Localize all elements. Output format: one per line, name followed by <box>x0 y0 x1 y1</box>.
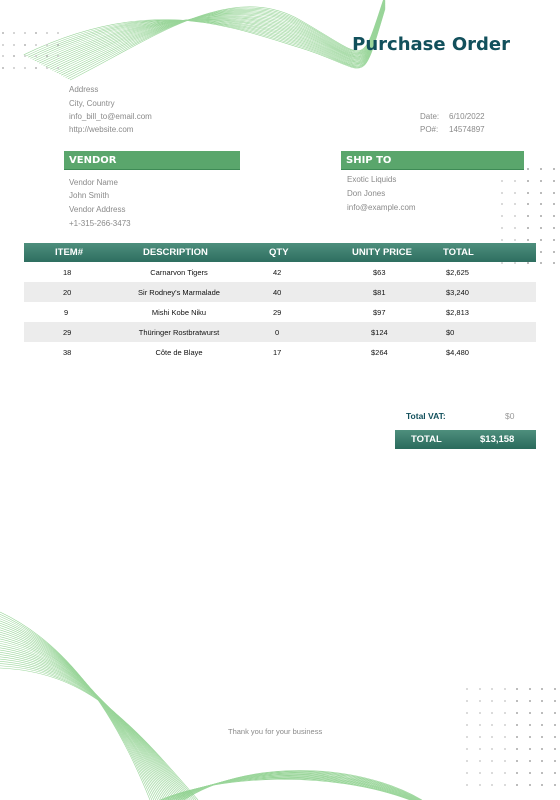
wave-line <box>160 779 410 800</box>
decorative-dot <box>541 772 543 774</box>
grand-total-bar <box>395 430 536 449</box>
wave-line <box>171 775 415 800</box>
decorative-dot <box>529 688 531 690</box>
wave-line <box>181 772 421 800</box>
cell-item: 9 <box>64 308 69 317</box>
cell-item: 29 <box>63 328 72 337</box>
decorative-dot <box>516 724 518 726</box>
decorative-dot <box>527 239 529 241</box>
cell-unit-price: $97 <box>373 308 386 317</box>
decorative-dot <box>554 712 556 714</box>
decorative-dot <box>466 784 468 786</box>
wave-line <box>0 632 167 800</box>
decorative-dot <box>491 748 493 750</box>
decorative-dot <box>466 748 468 750</box>
decorative-dot <box>554 688 556 690</box>
decorative-dot <box>491 700 493 702</box>
wave-line <box>162 779 411 800</box>
decorative-dot <box>514 215 516 217</box>
table-header <box>24 243 536 262</box>
decorative-dot <box>35 44 37 46</box>
decorative-dot <box>541 736 543 738</box>
cell-unit-price: $81 <box>373 288 386 297</box>
wave-line <box>37 5 385 63</box>
cell-item: 20 <box>63 288 72 297</box>
decorative-dot <box>529 700 531 702</box>
decorative-dot <box>554 700 556 702</box>
wave-line <box>33 6 385 65</box>
decorative-dot <box>553 203 555 205</box>
table-row <box>24 342 536 362</box>
decorative-dot <box>527 168 529 170</box>
decorative-dot <box>516 760 518 762</box>
column-header-total: TOTAL <box>443 247 474 258</box>
cell-qty: 17 <box>273 348 282 357</box>
bill-to-email: info_bill_to@email.com <box>69 112 152 121</box>
decorative-dot <box>501 239 503 241</box>
decorative-dot <box>466 724 468 726</box>
decorative-dot <box>554 760 556 762</box>
decorative-dot <box>504 736 506 738</box>
decorative-dot <box>529 724 531 726</box>
decorative-dot <box>466 688 468 690</box>
vendor-header: VENDOR <box>64 151 240 170</box>
wave-line <box>166 777 413 800</box>
vendor-line: Vendor Name <box>69 178 118 187</box>
decorative-dot <box>24 67 26 69</box>
decorative-dot <box>540 192 542 194</box>
decorative-dot <box>540 227 542 229</box>
decorative-dot <box>491 712 493 714</box>
decorative-dot <box>2 32 4 34</box>
decorative-dot <box>501 227 503 229</box>
decorative-dot <box>514 239 516 241</box>
wave-line <box>61 0 385 75</box>
decorative-dot <box>479 772 481 774</box>
vat-label: Total VAT: <box>406 411 446 421</box>
wave-line <box>0 664 194 800</box>
decorative-dot <box>501 215 503 217</box>
decorative-dot <box>529 772 531 774</box>
ship-to-line: Exotic Liquids <box>347 175 397 184</box>
decorative-dot <box>541 724 543 726</box>
decorative-dot <box>540 180 542 182</box>
decorative-dot <box>479 700 481 702</box>
decorative-dot <box>527 215 529 217</box>
decorative-dot <box>491 724 493 726</box>
decorative-dot <box>24 44 26 46</box>
decorative-dot <box>501 203 503 205</box>
ship-to-header: SHIP TO <box>341 151 524 170</box>
wave-line <box>0 612 150 800</box>
decorative-dot <box>541 760 543 762</box>
wave-line <box>174 774 417 800</box>
wave-line <box>173 775 417 800</box>
decorative-dot <box>13 32 15 34</box>
decorative-dot <box>514 203 516 205</box>
wave-line <box>26 8 385 67</box>
decorative-dot <box>35 55 37 57</box>
decorative-dot <box>553 251 555 253</box>
wave-line <box>30 7 385 66</box>
total-label: TOTAL <box>411 434 442 445</box>
decorative-dot <box>504 712 506 714</box>
wave-line <box>165 778 413 800</box>
decorative-dot <box>529 748 531 750</box>
wave-line <box>0 652 185 800</box>
decorative-dot <box>491 772 493 774</box>
decorative-dot <box>553 168 555 170</box>
decorative-dot <box>466 760 468 762</box>
decorative-dot <box>529 712 531 714</box>
ship-to-line: Don Jones <box>347 189 386 198</box>
decorative-dot <box>540 262 542 264</box>
wave-line <box>182 771 421 800</box>
wave-line <box>184 770 422 800</box>
decorative-dot <box>35 32 37 34</box>
bill-to-website: http://website.com <box>69 125 134 134</box>
cell-total: $3,240 <box>446 288 469 297</box>
decorative-dot <box>554 748 556 750</box>
vat-value: $0 <box>505 411 515 421</box>
decorative-dot <box>466 712 468 714</box>
column-header-unit-price: UNITY PRICE <box>352 247 413 258</box>
decorative-dot <box>540 239 542 241</box>
decorative-dot <box>527 227 529 229</box>
table-row <box>24 262 536 282</box>
decorative-dot <box>516 736 518 738</box>
wave-line <box>0 619 156 800</box>
total-value: $13,158 <box>480 434 515 445</box>
decorative-dot <box>529 736 531 738</box>
decorative-dot <box>527 203 529 205</box>
wave-line <box>163 778 411 800</box>
decorative-dot <box>46 55 48 57</box>
cell-total: $0 <box>446 328 455 337</box>
cell-description: Côte de Blaye <box>155 348 203 357</box>
decorative-dot <box>516 784 518 786</box>
decorative-dot <box>466 736 468 738</box>
decorative-dot <box>35 67 37 69</box>
decorative-dot <box>540 251 542 253</box>
decorative-dot <box>479 712 481 714</box>
wave-line <box>68 0 385 79</box>
wave-line <box>178 773 419 800</box>
decorative-dot <box>479 748 481 750</box>
cell-description: Thüringer Rostbratwurst <box>138 328 220 337</box>
cell-unit-price: $264 <box>371 348 388 357</box>
column-header-item: ITEM# <box>55 247 83 258</box>
cell-description: Mishi Kobe Niku <box>151 308 207 317</box>
decorative-dot <box>554 784 556 786</box>
decorative-dot <box>57 55 59 57</box>
decorative-dot <box>553 227 555 229</box>
decorative-dot <box>541 700 543 702</box>
decorative-dot <box>491 688 493 690</box>
bill-to-city: City, Country <box>69 99 115 108</box>
cell-qty: 29 <box>273 308 282 317</box>
decorative-dot <box>554 724 556 726</box>
cell-unit-price: $124 <box>371 328 388 337</box>
decorative-dot <box>553 262 555 264</box>
wave-line <box>70 0 385 80</box>
ship-to-line: info@example.com <box>347 203 416 212</box>
wave-line <box>0 621 158 800</box>
wave-line <box>0 650 183 800</box>
decorative-dot <box>504 700 506 702</box>
cell-total: $2,625 <box>446 268 469 277</box>
decorative-dot <box>553 180 555 182</box>
bill-to-address: Address <box>69 85 99 94</box>
wave-line <box>0 628 163 800</box>
decorative-dot <box>541 784 543 786</box>
decorative-dot <box>540 168 542 170</box>
wave-line <box>63 0 385 76</box>
decorative-dot <box>527 192 529 194</box>
decorative-dot <box>479 784 481 786</box>
po-label: PO#: <box>420 125 439 134</box>
decorative-dot <box>2 44 4 46</box>
wave-line <box>0 641 175 800</box>
decorative-dot <box>514 192 516 194</box>
wave-line <box>0 657 188 800</box>
decorative-dot <box>504 784 506 786</box>
decorative-dot <box>527 180 529 182</box>
wave-line <box>0 634 169 800</box>
cell-qty: 42 <box>273 268 282 277</box>
table-row <box>24 322 536 342</box>
wave-line <box>0 643 177 800</box>
date-label: Date: <box>420 112 440 121</box>
decorative-dot <box>24 32 26 34</box>
wave-line <box>0 639 173 800</box>
decorative-dot <box>540 203 542 205</box>
cell-item: 38 <box>63 348 72 357</box>
wave-line <box>39 4 385 63</box>
wave-line <box>0 625 162 800</box>
decorative-dot <box>553 239 555 241</box>
decorative-dot <box>479 760 481 762</box>
decorative-dot <box>13 55 15 57</box>
wave-line <box>52 0 385 70</box>
wave-line <box>0 666 196 800</box>
decorative-dot <box>514 227 516 229</box>
decorative-dot <box>553 192 555 194</box>
items-table <box>24 243 536 362</box>
wave-line <box>50 1 385 69</box>
decorative-dot <box>479 724 481 726</box>
decorative-dot <box>516 772 518 774</box>
decorative-dot <box>541 748 543 750</box>
wave-line <box>176 773 418 800</box>
decorative-dot <box>541 688 543 690</box>
decorative-dot <box>504 772 506 774</box>
wave-line <box>0 646 179 800</box>
vendor-line: John Smith <box>69 191 110 200</box>
decorative-dot <box>57 32 59 34</box>
decorative-dot <box>504 748 506 750</box>
wave-line <box>0 668 198 800</box>
decorative-dot <box>57 44 59 46</box>
decorative-dot <box>491 784 493 786</box>
decorative-dot <box>516 700 518 702</box>
cell-total: $4,480 <box>446 348 469 357</box>
cell-qty: 0 <box>275 328 280 337</box>
decorative-dot <box>491 760 493 762</box>
wave-line <box>28 8 385 67</box>
decorative-dot <box>2 67 4 69</box>
wave-line <box>0 614 152 800</box>
decorative-dot <box>529 760 531 762</box>
decorative-dot <box>554 736 556 738</box>
decorative-dot <box>24 55 26 57</box>
wave-line <box>66 0 385 78</box>
wave-line <box>0 637 171 800</box>
decorative-dot <box>540 215 542 217</box>
po-value: 14574897 <box>449 125 485 134</box>
decorative-dot <box>529 784 531 786</box>
wave-line <box>41 4 385 65</box>
wave-line <box>0 655 186 800</box>
decorative-dot <box>2 55 4 57</box>
decorative-dot <box>46 67 48 69</box>
date-value: 6/10/2022 <box>449 112 485 121</box>
decorative-dot <box>541 712 543 714</box>
decorative-dot <box>504 688 506 690</box>
wave-line <box>46 2 385 67</box>
decorative-dot <box>479 736 481 738</box>
column-header-description: DESCRIPTION <box>143 247 208 258</box>
column-header-qty: QTY <box>269 247 289 258</box>
cell-description: Sir Rodney's Marmalade <box>138 288 220 297</box>
wave-line <box>55 0 385 72</box>
decorative-dot <box>57 67 59 69</box>
wave-line <box>0 616 154 800</box>
wave-line <box>0 661 192 800</box>
wave-line <box>0 630 165 800</box>
wave-line <box>170 776 415 800</box>
cell-total: $2,813 <box>446 308 469 317</box>
page-title: Purchase Order <box>352 34 510 55</box>
wave-line <box>0 659 190 800</box>
wave-line <box>48 2 385 68</box>
decorative-dot <box>553 215 555 217</box>
wave-line <box>0 648 181 800</box>
footer-thanks: Thank you for your business <box>228 727 323 736</box>
decorative-dot <box>516 688 518 690</box>
decorative-dot <box>501 192 503 194</box>
wave-line <box>35 6 385 64</box>
wave-line <box>168 776 414 800</box>
wave-line <box>57 0 385 73</box>
decorative-dot <box>516 748 518 750</box>
cell-unit-price: $63 <box>373 268 386 277</box>
wave-line <box>179 772 419 800</box>
decorative-dot <box>466 772 468 774</box>
decorative-dot <box>479 688 481 690</box>
decorative-dot <box>554 772 556 774</box>
vendor-line: Vendor Address <box>69 205 126 214</box>
decorative-dot <box>491 736 493 738</box>
decorative-dot <box>46 32 48 34</box>
decorative-dot <box>504 760 506 762</box>
decorative-dot <box>514 180 516 182</box>
vendor-line: +1-315-266-3473 <box>69 219 131 228</box>
decorative-dot <box>516 712 518 714</box>
wave-line <box>24 9 385 68</box>
table-row <box>24 302 536 322</box>
decorative-dot <box>466 700 468 702</box>
table-row <box>24 282 536 302</box>
decorative-dot <box>13 44 15 46</box>
cell-qty: 40 <box>273 288 282 297</box>
decorative-dot <box>13 67 15 69</box>
decorative-dot <box>504 724 506 726</box>
cell-description: Carnarvon Tigers <box>150 268 208 277</box>
wave-line <box>44 3 385 66</box>
decorative-dot <box>501 180 503 182</box>
cell-item: 18 <box>63 268 72 277</box>
wave-line <box>0 623 160 800</box>
wave-line <box>59 0 385 74</box>
decorative-dot <box>46 44 48 46</box>
